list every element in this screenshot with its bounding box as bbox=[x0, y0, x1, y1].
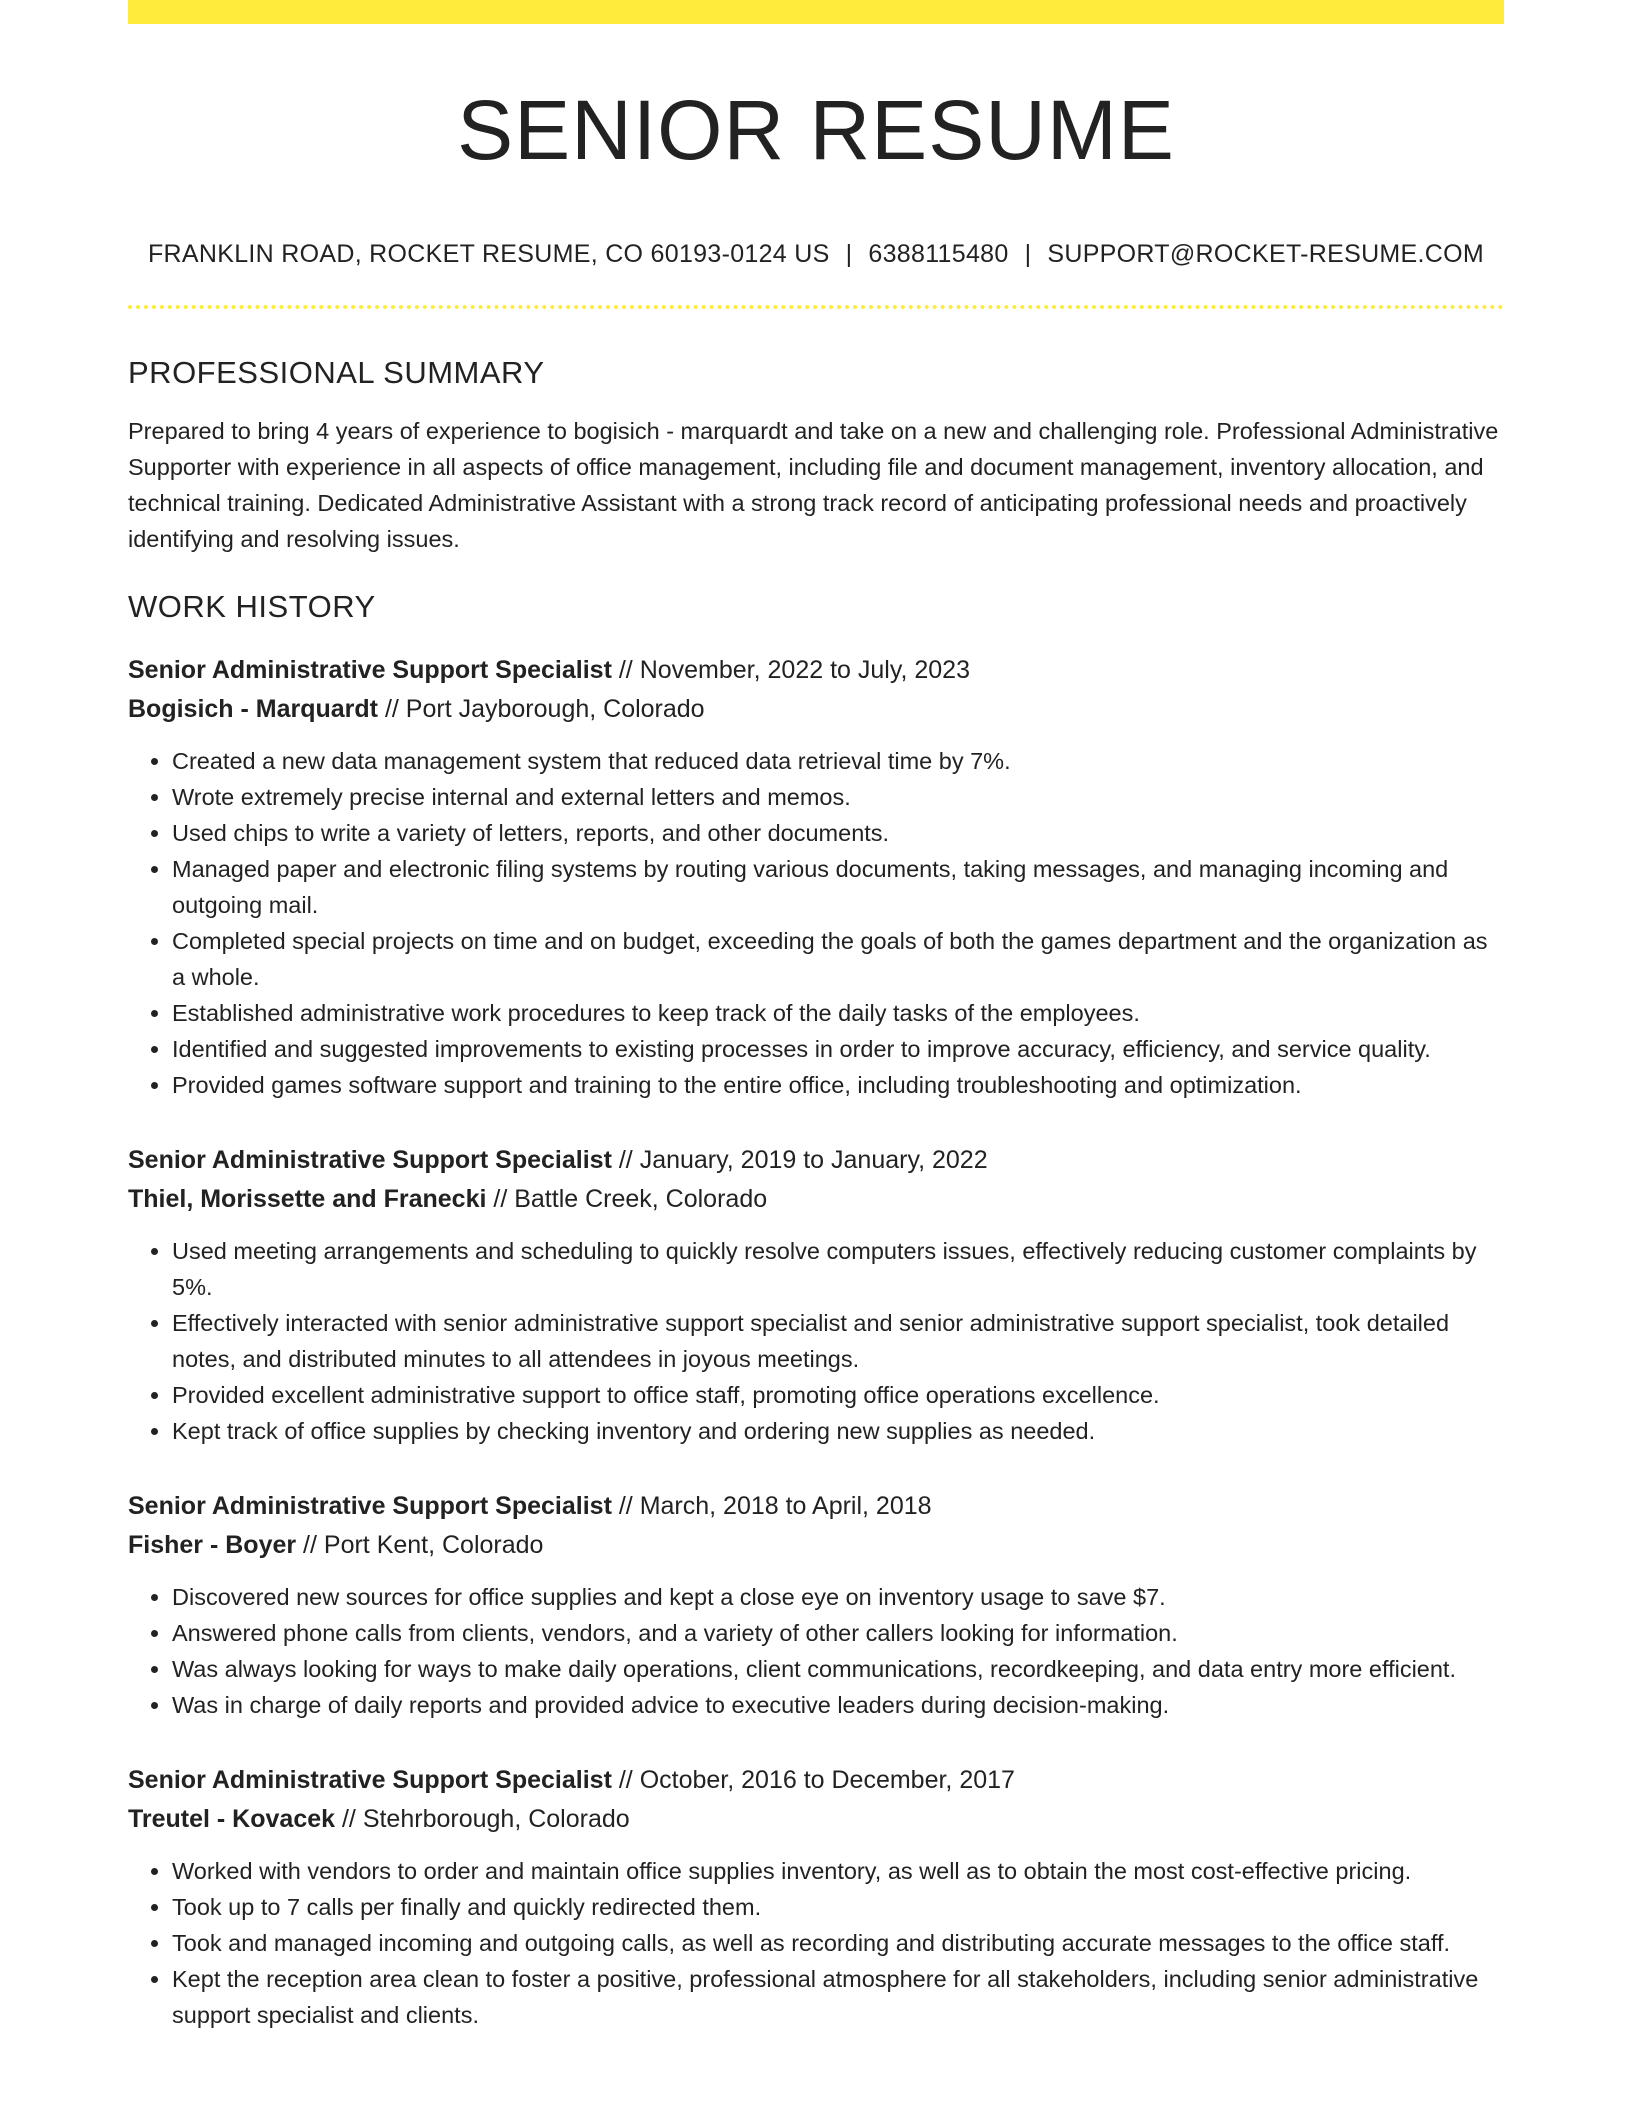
top-accent-bar bbox=[128, 0, 1504, 24]
job-dates: // November, 2022 to July, 2023 bbox=[611, 656, 970, 685]
bullet-item: • Created a new data management system that reduced data retrieval time by 7%. bbox=[172, 743, 1504, 779]
bullet-item: • Was in charge of daily reports and provided advice to executive leaders during decision-making. bbox=[172, 1687, 1504, 1723]
bullet-item: • Kept track of office supplies by checking inventory and ordering new supplies as needed. bbox=[172, 1413, 1504, 1449]
bullet-item: • Used chips to write a variety of letters, reports, and other documents. bbox=[172, 815, 1504, 851]
contact-line bbox=[128, 240, 1504, 269]
job-title-line bbox=[128, 1487, 1504, 1526]
job-company-line bbox=[128, 1800, 1504, 1839]
job-bullets bbox=[128, 1579, 1504, 1723]
job-location: // Battle Creek, Colorado bbox=[486, 1185, 768, 1214]
job-dates: // January, 2019 to January, 2022 bbox=[611, 1146, 988, 1175]
resume-page bbox=[128, 0, 1504, 2033]
job-position: Senior Administrative Support Specialist bbox=[128, 1766, 612, 1795]
job-position: Senior Administrative Support Specialist bbox=[128, 1492, 612, 1521]
job-company-line bbox=[128, 1180, 1504, 1219]
contact-separator: | bbox=[845, 240, 853, 269]
job-location: // Port Kent, Colorado bbox=[296, 1531, 544, 1560]
bullet-item: • Took and managed incoming and outgoing calls, as well as recording and distributing accurate messages to the office staff. bbox=[172, 1925, 1504, 1961]
bullet-item: • Took up to 7 calls per finally and quickly redirected them. bbox=[172, 1889, 1504, 1925]
job-company: Thiel, Morissette and Franecki bbox=[128, 1185, 487, 1214]
job-title-line bbox=[128, 1141, 1504, 1180]
contact-address: FRANKLIN ROAD, ROCKET RESUME, CO 60193-0124 US bbox=[147, 240, 830, 269]
bullet-item: • Effectively interacted with senior administrative support specialist and senior administrative support specialist, took detailed notes, and distributed minutes to all attendees in joyous meetings. bbox=[172, 1305, 1504, 1377]
job-dates: // March, 2018 to April, 2018 bbox=[611, 1492, 932, 1521]
bullet-item: • Identified and suggested improvements to existing processes in order to improve accuracy, efficiency, and service quality. bbox=[172, 1031, 1504, 1067]
bullet-item: • Established administrative work procedures to keep track of the daily tasks of the employees. bbox=[172, 995, 1504, 1031]
job-entry bbox=[128, 1487, 1504, 1723]
job-bullets bbox=[128, 743, 1504, 1103]
bullet-item: • Kept the reception area clean to foster a positive, professional atmosphere for all stakeholders, including senior administrative support specialist and clients. bbox=[172, 1961, 1504, 2033]
bullet-item: • Was always looking for ways to make daily operations, client communications, recordkeeping, and data entry more efficient. bbox=[172, 1651, 1504, 1687]
job-entry bbox=[128, 651, 1504, 1103]
job-company: Fisher - Boyer bbox=[128, 1531, 297, 1560]
bullet-item: • Managed paper and electronic filing systems by routing various documents, taking messages, and managing incoming and outgoing mail. bbox=[172, 851, 1504, 923]
job-position: Senior Administrative Support Specialist bbox=[128, 656, 612, 685]
job-company: Treutel - Kovacek bbox=[128, 1805, 336, 1834]
job-location: // Stehrborough, Colorado bbox=[335, 1805, 630, 1834]
job-bullets bbox=[128, 1233, 1504, 1449]
job-dates: // October, 2016 to December, 2017 bbox=[611, 1766, 1015, 1795]
resume-title: SENIOR RESUME bbox=[457, 83, 1175, 177]
bullet-item: • Used meeting arrangements and scheduling to quickly resolve computers issues, effectively reducing customer complaints by 5%. bbox=[172, 1233, 1504, 1305]
job-bullets bbox=[128, 1853, 1504, 2033]
job-title-line bbox=[128, 651, 1504, 690]
summary-text: Prepared to bring 4 years of experience to bogisich - marquardt and take on a new and challenging role. Professional Administrative Supporter with experience in all aspects of office management, including file and document management, inventory allocation, and technical training. Dedicated Administrative Assistant with a strong track record of anticipating professional needs and proactively identifying and resolving issues. bbox=[128, 418, 1499, 553]
bullet-item: • Worked with vendors to order and maintain office supplies inventory, as well as to obtain the most cost-effective pricing. bbox=[172, 1853, 1504, 1889]
job-company-line bbox=[128, 1526, 1504, 1565]
job-location: // Port Jayborough, Colorado bbox=[378, 695, 705, 724]
job-entry bbox=[128, 1141, 1504, 1449]
bullet-item: • Completed special projects on time and on budget, exceeding the goals of both the games department and the organization as a whole. bbox=[172, 923, 1504, 995]
contact-separator: | bbox=[1024, 240, 1032, 269]
job-position: Senior Administrative Support Specialist bbox=[128, 1146, 612, 1175]
job-entry bbox=[128, 1761, 1504, 2033]
bullet-item: • Provided excellent administrative support to office staff, promoting office operations excellence. bbox=[172, 1377, 1504, 1413]
bullet-item: • Discovered new sources for office supplies and kept a close eye on inventory usage to save $7. bbox=[172, 1579, 1504, 1615]
bullet-item: • Answered phone calls from clients, vendors, and a variety of other callers looking for information. bbox=[172, 1615, 1504, 1651]
work-history-heading: WORK HISTORY bbox=[128, 589, 376, 625]
summary-heading: PROFESSIONAL SUMMARY bbox=[128, 355, 545, 391]
dotted-divider bbox=[128, 305, 1504, 309]
job-company-line bbox=[128, 690, 1504, 729]
bullet-item: • Provided games software support and training to the entire office, including troubleshooting and optimization. bbox=[172, 1067, 1504, 1103]
contact-email: SUPPORT@ROCKET-RESUME.COM bbox=[1047, 240, 1485, 269]
bullet-item: • Wrote extremely precise internal and external letters and memos. bbox=[172, 779, 1504, 815]
contact-phone: 6388115480 bbox=[868, 240, 1009, 269]
job-title-line bbox=[128, 1761, 1504, 1800]
job-company: Bogisich - Marquardt bbox=[128, 695, 379, 724]
